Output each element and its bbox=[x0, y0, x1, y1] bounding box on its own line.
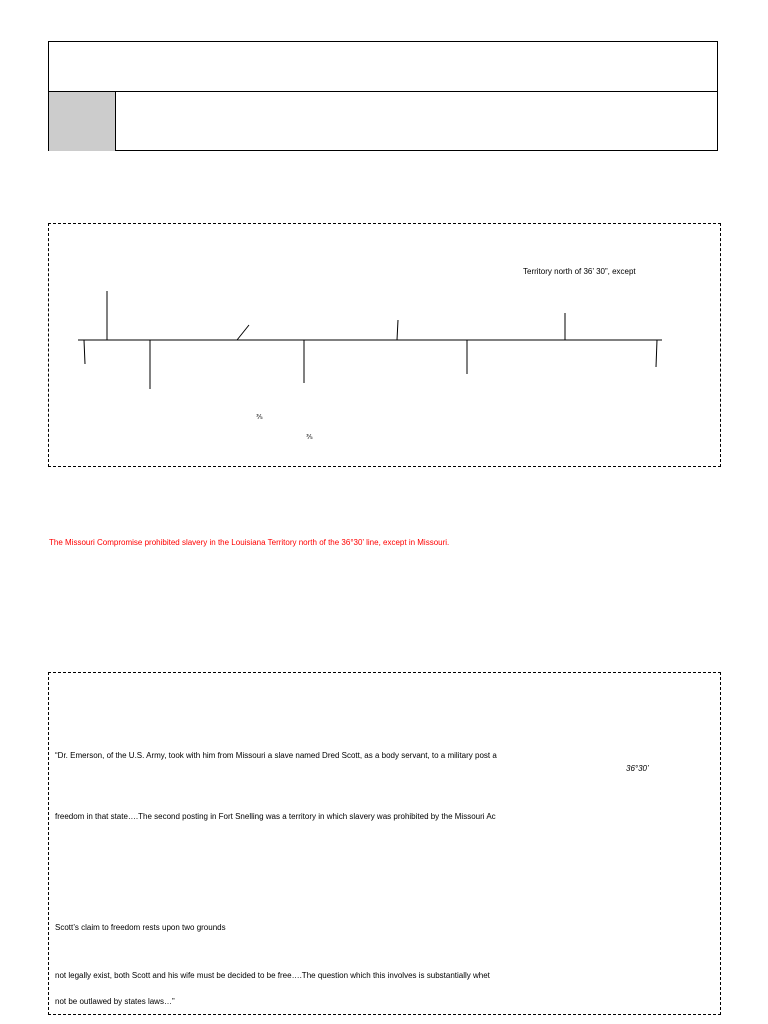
quote-aside: 36°30’ bbox=[626, 764, 649, 773]
quote-line: not legally exist, both Scott and his wife must be decided to be free….The question which this involves is substantially whet bbox=[55, 971, 490, 980]
timeline-box bbox=[48, 223, 721, 467]
quote-line: “Dr. Emerson, of the U.S. Army, took with him from Missouri a slave named Dred Scott, as a body servant, to a military post a bbox=[55, 751, 497, 760]
quote-box bbox=[48, 672, 721, 1015]
timeline-fraction: ⅗ bbox=[306, 434, 313, 441]
timeline-tick bbox=[237, 325, 249, 340]
quote-line: freedom in that state….The second posting in Fort Snelling was a territory in which slavery was prohibited by the Missouri Ac bbox=[55, 812, 496, 821]
header-content-cell bbox=[116, 92, 717, 150]
red-note: The Missouri Compromise prohibited slavery in the Louisiana Territory north of the 36°30’ line, except in Missouri. bbox=[49, 538, 450, 547]
timeline-caption: Territory north of 36’ 30”, except bbox=[523, 267, 636, 276]
timeline-fraction: ⅗ bbox=[256, 414, 263, 421]
header-gray-swatch bbox=[49, 92, 116, 151]
timeline-tick bbox=[656, 340, 657, 367]
header-title-row bbox=[49, 42, 717, 92]
timeline-diagram bbox=[49, 224, 722, 468]
header-box bbox=[48, 41, 718, 151]
quote-line: Scott’s claim to freedom rests upon two grounds bbox=[55, 923, 226, 932]
quote-line: not be outlawed by states laws…” bbox=[55, 997, 175, 1006]
timeline-tick bbox=[84, 340, 85, 364]
timeline-tick bbox=[397, 320, 398, 340]
